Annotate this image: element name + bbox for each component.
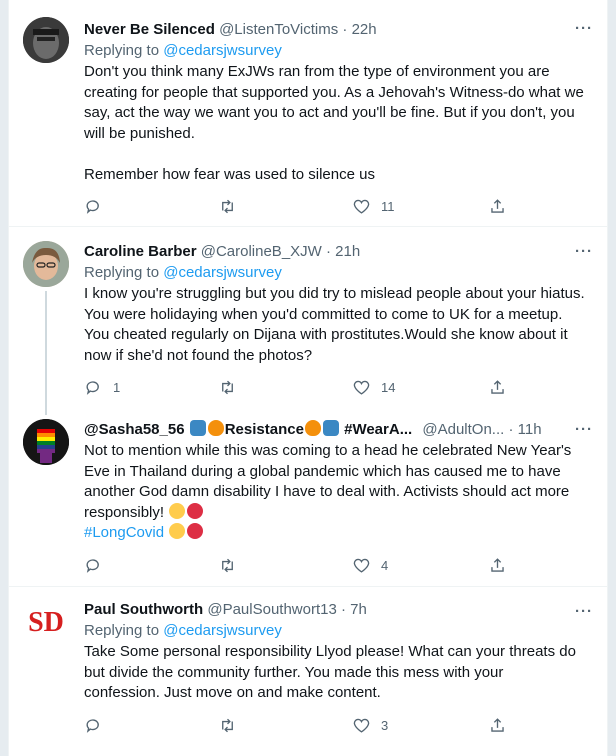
heart-icon — [352, 378, 371, 397]
cursing-emoji-icon — [187, 523, 203, 539]
share-button[interactable] — [488, 715, 507, 735]
avatar-dark-icon — [23, 17, 69, 63]
avatar[interactable] — [23, 601, 69, 647]
tweet-text: Don't you think many ExJWs ran from the type of environment you are creating for people that supported you. As a Jehovah's Witness-do what we say, act the way we want you to act and you'll be fine. But if you don't, you will be punished. Remember how fear was used to silence us — [84, 63, 584, 183]
retweet-icon — [218, 716, 237, 735]
tweet-actions — [84, 555, 524, 575]
timestamp[interactable]: · 22h — [342, 21, 377, 38]
avatar[interactable] — [23, 241, 69, 287]
tweet[interactable] — [9, 407, 607, 587]
retweet-icon — [218, 197, 237, 216]
replying-to: Replying to @cedarsjwsurvey — [84, 42, 282, 59]
handle[interactable]: @AdultOn... — [422, 421, 505, 438]
tweet-header — [84, 600, 595, 620]
timestamp[interactable]: · 21h — [326, 243, 361, 260]
reply-to-link[interactable]: @cedarsjwsurvey — [163, 42, 282, 59]
retweet-icon — [218, 378, 237, 397]
timestamp[interactable]: · 11h — [508, 421, 542, 438]
more-options-button[interactable]: ··· — [575, 243, 593, 260]
share-icon — [488, 197, 507, 216]
reply-button[interactable] — [84, 196, 113, 216]
tweet-actions — [84, 196, 524, 216]
like-button[interactable]: 4 — [352, 555, 388, 575]
tweet-actions — [84, 377, 524, 397]
tweet-text: I know you're struggling but you did try to mislead people about your hiatus. You were holidaying when you'd committed to come to UK for a meetup. You cheated regularly on Dijana with prostitutes.Would she know about it now if she'd not found the photos? — [84, 285, 585, 364]
tweet-header — [84, 242, 595, 262]
heart-icon — [352, 197, 371, 216]
timestamp[interactable]: · 7h — [341, 601, 367, 618]
reply-to-link[interactable]: @cedarsjwsurvey — [163, 622, 282, 639]
share-button[interactable] — [488, 377, 507, 397]
sd-logo: SD — [28, 607, 64, 638]
display-name[interactable]: Never Be Silenced — [84, 21, 215, 38]
share-button[interactable] — [488, 196, 507, 216]
more-options-button[interactable]: ··· — [575, 20, 593, 37]
tweet[interactable] — [9, 227, 607, 407]
share-icon — [488, 378, 507, 397]
retweet-button[interactable] — [218, 555, 247, 575]
fire-emoji-icon — [208, 420, 224, 436]
tweet-header — [84, 20, 595, 40]
reply-icon — [84, 716, 103, 735]
avatar[interactable] — [23, 419, 69, 465]
retweet-button[interactable] — [218, 377, 247, 397]
wave-emoji-icon — [190, 420, 206, 436]
reply-button[interactable] — [84, 555, 113, 575]
like-button[interactable]: 11 — [352, 196, 395, 216]
reply-to-link[interactable]: @cedarsjwsurvey — [163, 264, 282, 281]
wave-emoji-icon — [323, 420, 339, 436]
reply-button[interactable]: 1 — [84, 377, 120, 397]
share-icon — [488, 556, 507, 575]
avatar[interactable] — [23, 17, 69, 63]
retweet-icon — [218, 556, 237, 575]
more-options-button[interactable]: ··· — [575, 421, 593, 438]
tweet[interactable] — [9, 0, 607, 227]
thread-line — [45, 291, 47, 415]
display-name[interactable]: @Sasha58_56 Resistance #WearA... — [84, 421, 413, 438]
replying-to: Replying to @cedarsjwsurvey — [84, 264, 282, 281]
heart-icon — [352, 556, 371, 575]
heart-icon — [352, 716, 371, 735]
share-icon — [488, 716, 507, 735]
hashtag-link[interactable]: #LongCovid — [84, 524, 165, 541]
huffing-emoji-icon — [169, 503, 185, 519]
reply-icon — [84, 556, 103, 575]
fire-emoji-icon — [305, 420, 321, 436]
tired-emoji-icon — [169, 523, 185, 539]
handle[interactable]: @ListenToVictims — [219, 21, 339, 38]
handle[interactable]: @PaulSouthwort13 — [207, 601, 337, 618]
timeline — [8, 0, 608, 756]
display-name[interactable]: Paul Southworth — [84, 601, 204, 618]
rainbow-fist-icon — [23, 419, 69, 465]
reply-button[interactable] — [84, 715, 113, 735]
tweet-text: Not to mention while this was coming to a head he celebrated New Year's Eve in Thailand during a global pandemic which has caused me to have another God damn disability I have to deal with. Activists should act more responsibly! #LongCovid — [84, 442, 572, 541]
like-button[interactable]: 14 — [352, 377, 395, 397]
tweet-header — [84, 420, 563, 440]
replying-to: Replying to @cedarsjwsurvey — [84, 622, 282, 639]
reply-icon — [84, 197, 103, 216]
cursing-emoji-icon — [187, 503, 203, 519]
handle[interactable]: @CarolineB_XJW — [200, 243, 322, 260]
display-name[interactable]: Caroline Barber — [84, 243, 197, 260]
like-button[interactable]: 3 — [352, 715, 388, 735]
more-options-button[interactable]: ··· — [575, 603, 593, 620]
retweet-button[interactable] — [218, 715, 247, 735]
tweet-text: Take Some personal responsibility Llyod please! What can your threats do but divide the community further. You made this mess with your confession. Just move on and make content. — [84, 643, 576, 701]
share-button[interactable] — [488, 555, 507, 575]
reply-icon — [84, 378, 103, 397]
retweet-button[interactable] — [218, 196, 247, 216]
avatar-photo-icon — [23, 241, 69, 287]
tweet-actions — [84, 715, 524, 735]
tweet[interactable] — [9, 587, 607, 756]
